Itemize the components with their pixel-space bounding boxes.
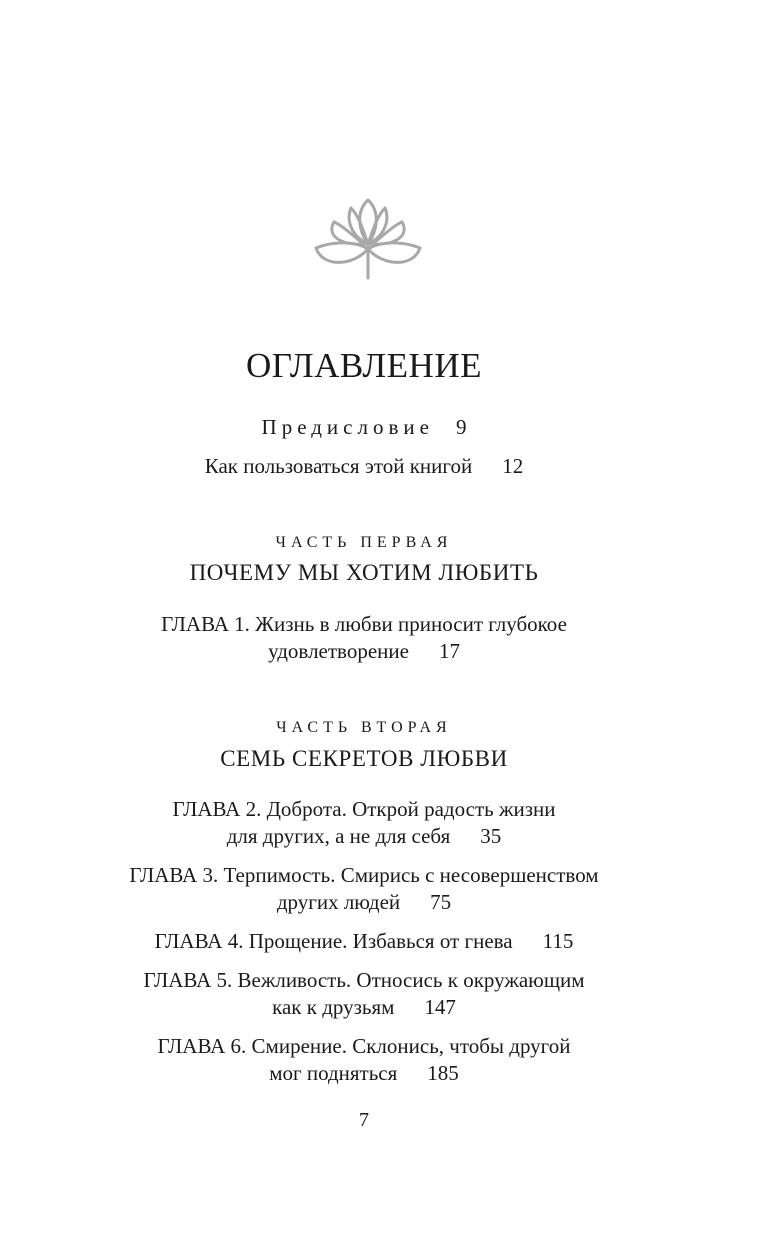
- toc-chapter-line2: [0, 638, 728, 665]
- toc-chapter-line2: [0, 1060, 728, 1087]
- part-title: ПОЧЕМУ МЫ ХОТИМ ЛЮБИТЬ: [189, 560, 539, 585]
- toc-chapter-line: ГЛАВА 6. Смирение. Склонись, чтобы другой: [157, 1034, 571, 1058]
- toc-chapter-4[interactable]: [0, 928, 728, 955]
- toc-chapter-line: ГЛАВА 3. Терпимость. Смирись с несовершенством: [129, 863, 599, 887]
- toc-entry-page: 17: [438, 639, 460, 663]
- toc-entry-page: 9: [455, 415, 467, 439]
- toc-chapter-2[interactable]: [0, 796, 728, 850]
- toc-entry-page: 75: [430, 890, 452, 914]
- toc-chapter-3[interactable]: [0, 862, 728, 916]
- toc-entry-preface[interactable]: [0, 414, 728, 441]
- toc-entry-how-to-use[interactable]: [0, 453, 728, 480]
- toc-chapter-line: ГЛАВА 1. Жизнь в любви приносит глубокое: [161, 612, 567, 636]
- toc-entry-page: 185: [427, 1061, 459, 1085]
- toc-entry-page: 12: [502, 454, 524, 478]
- toc-chapter-line: ГЛАВА 4. Прощение. Избавься от гнева: [154, 929, 513, 953]
- toc-entry-page: 115: [542, 929, 574, 953]
- toc-chapter-line: ГЛАВА 5. Вежливость. Относись к окружающим: [143, 968, 585, 992]
- toc-entry-label: Предисловие: [261, 415, 434, 439]
- toc-chapter-line2-text: других людей: [276, 890, 401, 914]
- page-number: 7: [359, 1109, 369, 1131]
- toc-chapter-line2: [0, 823, 728, 850]
- toc-chapter-line2: [0, 889, 728, 916]
- toc-chapter-6[interactable]: [0, 1033, 728, 1087]
- toc-chapter-line: ГЛАВА 2. Доброта. Открой радость жизни: [172, 797, 556, 821]
- toc-entry-page: 35: [480, 824, 502, 848]
- toc-chapter-line2-text: для других, а не для себя: [226, 824, 451, 848]
- toc-entry-label: Как пользоваться этой книгой: [204, 454, 473, 478]
- toc-chapter-line2: [0, 994, 728, 1021]
- lotus-icon: [313, 194, 423, 280]
- toc-chapter-line2-text: мог подняться: [269, 1061, 398, 1085]
- part-label: ЧАСТЬ ПЕРВАЯ: [275, 534, 453, 551]
- toc-chapter-line2-text: удовлетворение: [268, 639, 409, 663]
- toc-chapter-5[interactable]: [0, 967, 728, 1021]
- toc-chapter-line2-text: как к друзьям: [272, 995, 395, 1019]
- toc-chapter-1[interactable]: [0, 611, 728, 665]
- part-label: ЧАСТЬ ВТОРАЯ: [276, 719, 452, 736]
- toc-entry-page: 147: [424, 995, 456, 1019]
- toc-title: ОГЛАВЛЕНИЕ: [246, 346, 482, 385]
- part-title: СЕМЬ СЕКРЕТОВ ЛЮБВИ: [220, 746, 508, 771]
